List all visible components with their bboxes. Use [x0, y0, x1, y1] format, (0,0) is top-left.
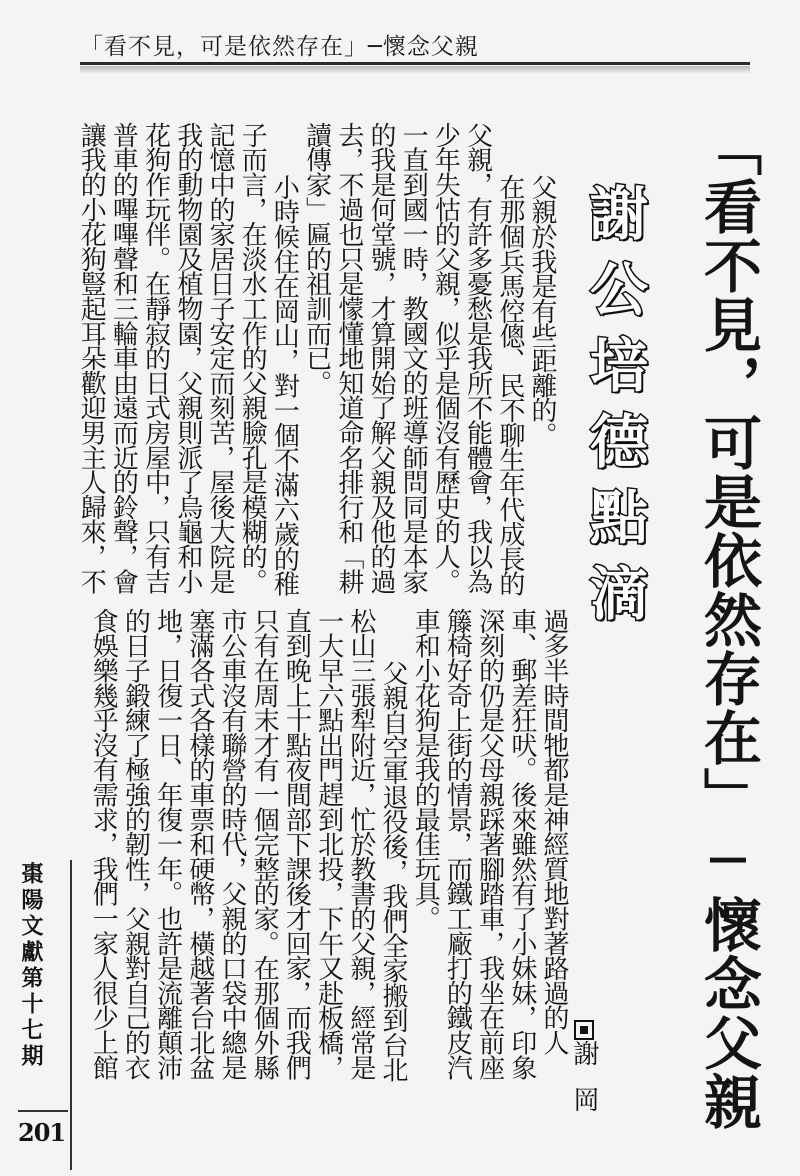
text-column: 塞滿各式各樣的車票和硬幣，橫越著台北盆 — [184, 608, 215, 1080]
text-column: 市公車沒有聯營的時代，父親的口袋中總是 — [217, 608, 247, 1080]
text-column: 深刻的仍是父母親踩著腳踏車，我坐在前座 — [474, 608, 505, 1080]
text-column: 一直到國一時，教國文的班導師問同是本家 — [398, 122, 429, 594]
running-header: 「看不見，可是依然存在」─懷念父親 — [80, 34, 479, 60]
text-column: 一大早六點出門趕到北投，下午又赴板橋， — [313, 608, 344, 1080]
text-column: 小時候住在岡山，對一個不滿六歲的稚 — [269, 174, 300, 596]
text-column: 父親於我是有些距離的。 — [527, 174, 557, 447]
text-column: 讀傳家」匾的祖訓而已。 — [301, 122, 332, 395]
text-column: 花狗作玩伴。在靜寂的日式房屋中，只有吉 — [140, 122, 171, 594]
text-column: 我的動物園及植物園，父親則派了烏龜和小 — [172, 122, 203, 594]
journal-info: 棗陽文獻第十七期 — [18, 862, 44, 1070]
text-column: 松山三張犁附近，忙於教書的父親，經常是 — [345, 608, 376, 1080]
text-column: 普車的嗶嗶聲和三輪車由遠而近的鈴聲，會 — [108, 122, 139, 594]
article-subtitle: 謝公培德點滴 — [580, 183, 648, 639]
text-column: 直到晚上十點夜間部下課後才回家，而我們 — [281, 608, 312, 1080]
page-number: 201 — [18, 1118, 66, 1147]
text-column: 籐椅好奇上街的情景，而鐵工廠打的鐵皮汽 — [442, 608, 473, 1080]
text-column: 父親自空軍退役後，我們全家搬到台北 — [378, 660, 408, 1082]
text-column: 的我是何堂號，才算開始了解父親及他的過 — [366, 122, 396, 594]
header-rule — [80, 62, 750, 65]
text-column: 去，不過也只是懞懂地知道命名排行和「耕 — [333, 122, 364, 594]
text-column: 讓我的小花狗豎起耳朵歡迎男主人歸來，不 — [76, 122, 107, 594]
text-column: 食娛樂幾乎沒有需求，我們一家人很少上館 — [88, 608, 119, 1080]
text-column: 父親，有許多憂愁是我所不能體會，我以為 — [462, 122, 493, 594]
author-name: 謝岡 — [569, 1040, 599, 1132]
text-column: 地，日復一日、年復一年。也許是流離顛沛 — [152, 608, 183, 1080]
text-column: 少年失怙的父親，似乎是個沒有歷史的人。 — [430, 122, 461, 594]
text-column: 子而言，在淡水工作的父親臉孔是模糊的。 — [237, 122, 268, 594]
article-title: 「看不見，可是依然存在」─懷念父親 — [694, 118, 762, 1131]
header-rule-shadow — [80, 66, 750, 74]
text-column: 記憶中的家居日子安定而刻苦，屋後大院是 — [205, 122, 235, 594]
text-column: 只有在周末才有一個完整的家。在那個外縣 — [249, 608, 280, 1080]
footer-rule-horizontal — [18, 1110, 68, 1112]
byline-mark-icon — [574, 1020, 594, 1040]
text-column: 在那個兵馬倥傯、民不聊生年代成長的 — [494, 174, 525, 596]
text-column: 的日子鍛練了極強的韌性，父親對自己的衣 — [120, 608, 151, 1080]
text-column: 車、郵差狂吠。後來雖然有了小妹妹，印象 — [506, 608, 537, 1080]
text-column: 車和小花狗是我的最佳玩具。 — [410, 608, 441, 931]
text-column: 過多半時間牠都是神經質地對著路過的人 — [539, 608, 569, 1055]
footer-rule-vertical — [70, 860, 72, 1170]
